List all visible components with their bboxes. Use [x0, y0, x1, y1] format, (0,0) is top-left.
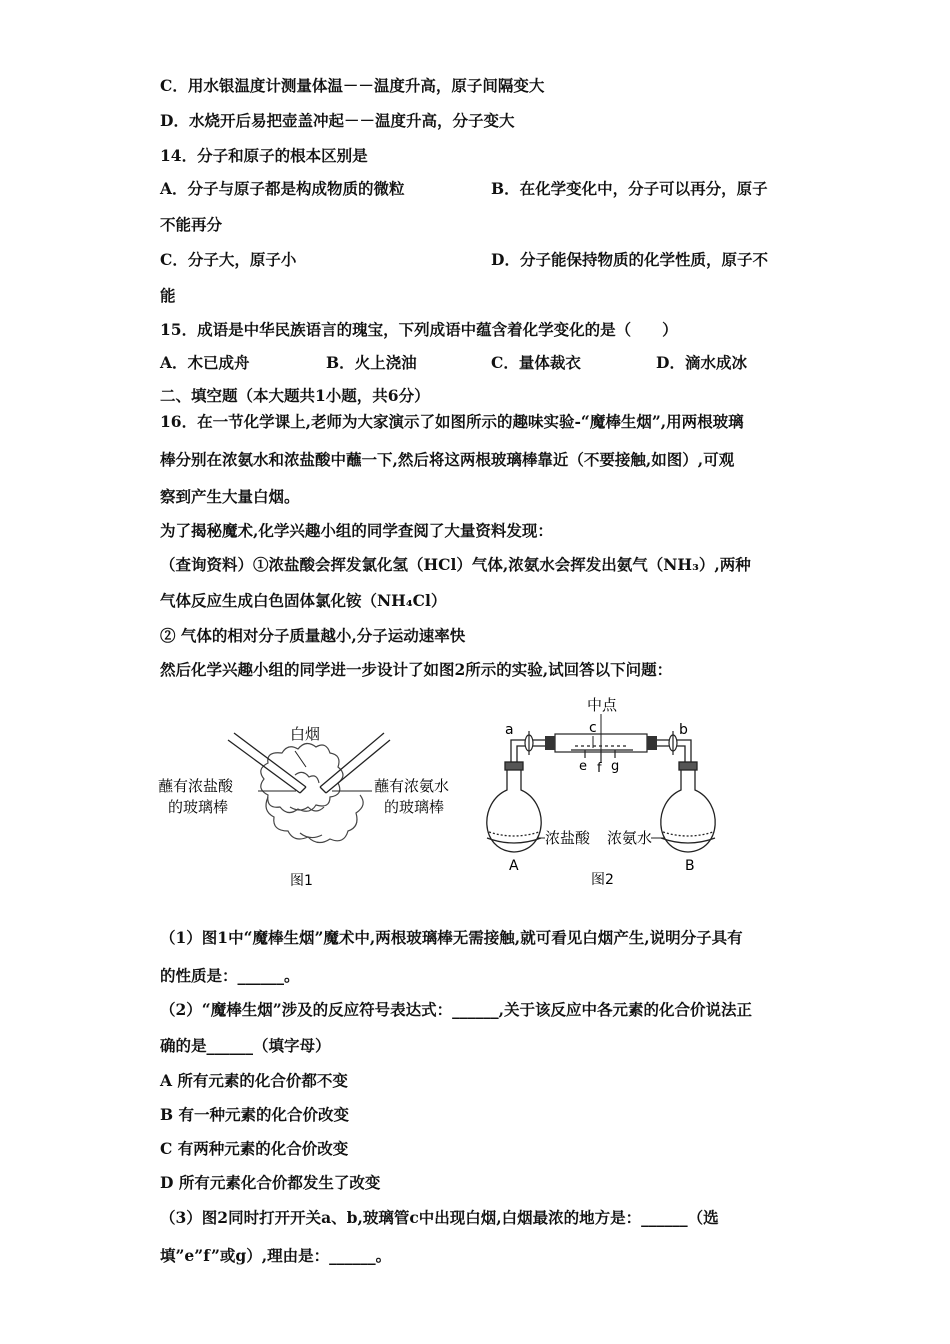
flask-b-label: B — [685, 858, 695, 874]
section-heading: 二、填空题（本大题共1小题，共6分） — [160, 386, 430, 405]
question-15-stem: 15．成语是中华民族语言的瑰宝，下列成语中蕴含着化学变化的是（ ） — [160, 320, 678, 339]
question-16-line1: 16．在一节化学课上,老师为大家演示了如图所示的趣味实验-“魔棒生烟”,用两根玻璃 — [160, 412, 744, 431]
subquestion-1-line2: 的性质是：______。 — [160, 966, 300, 985]
flask-a-label: A — [509, 858, 519, 874]
valve-b-label: b — [679, 722, 688, 738]
option-15c: C．量体裁衣 — [491, 353, 581, 372]
figure-2 — [475, 690, 745, 890]
point-e-label: e — [579, 759, 587, 774]
option-15b: B．火上浇油 — [326, 353, 417, 372]
research-info-1-cont: 气体反应生成白色固体氯化铵（NH₄Cl） — [160, 591, 447, 610]
right-rod-label-2: 的玻璃棒 — [384, 798, 445, 816]
tube-c-label: c — [589, 720, 597, 736]
research-intro: 为了揭秘魔术,化学兴趣小组的同学查阅了大量资料发现： — [160, 521, 553, 540]
choice-c: C 有两种元素的化合价改变 — [160, 1139, 349, 1158]
option-13d: D．水烧开后易把壶盖冲起－－温度升高，分子变大 — [160, 111, 515, 130]
choice-b: B 有一种元素的化合价改变 — [160, 1105, 349, 1124]
valve-a-label: a — [505, 722, 514, 738]
option-14c: C．分子大，原子小 — [160, 250, 297, 269]
research-info-2: ② 气体的相对分子质量越小,分子运动速率快 — [160, 626, 466, 645]
experiment-intro: 然后化学兴趣小组的同学进一步设计了如图2所示的实验,试回答以下问题： — [160, 660, 673, 679]
hcl-label: 浓盐酸 — [545, 829, 591, 847]
option-14b-cont: 不能再分 — [160, 215, 223, 234]
research-info-1: （查询资料）①浓盐酸会挥发氯化氢（HCl）气体,浓氨水会挥发出氨气（NH₃）,两种 — [160, 555, 751, 574]
option-14d-cont: 能 — [160, 286, 176, 305]
option-15d: D．滴水成冰 — [656, 353, 747, 372]
option-14a: A．分子与原子都是构成物质的微粒 — [160, 179, 405, 198]
question-14-stem: 14．分子和原子的根本区别是 — [160, 146, 368, 165]
subquestion-2-line2: 确的是______（填字母） — [160, 1036, 331, 1055]
option-13c: C．用水银温度计测量体温－－温度升高，原子间隔变大 — [160, 76, 545, 95]
subquestion-3-line2: 填”e”f”或g）,理由是：______。 — [160, 1246, 392, 1265]
subquestion-2-line1: （2）“魔棒生烟”涉及的反应符号表达式：______,关于该反应中各元素的化合价说法正 — [160, 1000, 753, 1019]
figure-1 — [150, 715, 470, 895]
subquestion-1-line1: （1）图1中“魔棒生烟”魔术中,两根玻璃棒无需接触,就可看见白烟产生,说明分子具有 — [160, 928, 743, 947]
choice-d: D 所有元素化合价都发生了改变 — [160, 1173, 381, 1192]
option-14d: D．分子能保持物质的化学性质，原子不 — [491, 250, 768, 269]
left-rod-label-1: 蘸有浓盐酸 — [158, 777, 234, 795]
midpoint-label: 中点 — [587, 696, 618, 714]
flask-b — [661, 762, 715, 852]
white-smoke-cloud — [261, 743, 363, 842]
option-14b: B．在化学变化中，分子可以再分，原子 — [491, 179, 768, 198]
right-rod-label-1: 蘸有浓氨水 — [374, 777, 450, 795]
left-rod-label-2: 的玻璃棒 — [168, 798, 229, 816]
figure-1-caption: 图1 — [290, 873, 313, 889]
ammonia-label: 浓氨水 — [607, 829, 653, 847]
point-f-label: f — [597, 761, 602, 776]
option-15a: A．木已成舟 — [160, 353, 250, 372]
smoke-label: 白烟 — [290, 725, 321, 743]
valve-a[interactable] — [525, 731, 533, 755]
choice-a: A 所有元素的化合价都不变 — [160, 1071, 348, 1090]
question-16-line3: 察到产生大量白烟。 — [160, 487, 300, 506]
valve-b[interactable] — [669, 731, 677, 755]
subquestion-3-line1: （3）图2同时打开开关a、b,玻璃管c中出现白烟,白烟最浓的地方是：______（选 — [160, 1208, 719, 1227]
figure-2-caption: 图2 — [591, 872, 614, 888]
point-g-label: g — [611, 759, 620, 774]
flask-a — [487, 762, 541, 852]
question-16-line2: 棒分别在浓氨水和浓盐酸中蘸一下,然后将这两根玻璃棒靠近（不要接触,如图）,可观 — [160, 450, 735, 469]
